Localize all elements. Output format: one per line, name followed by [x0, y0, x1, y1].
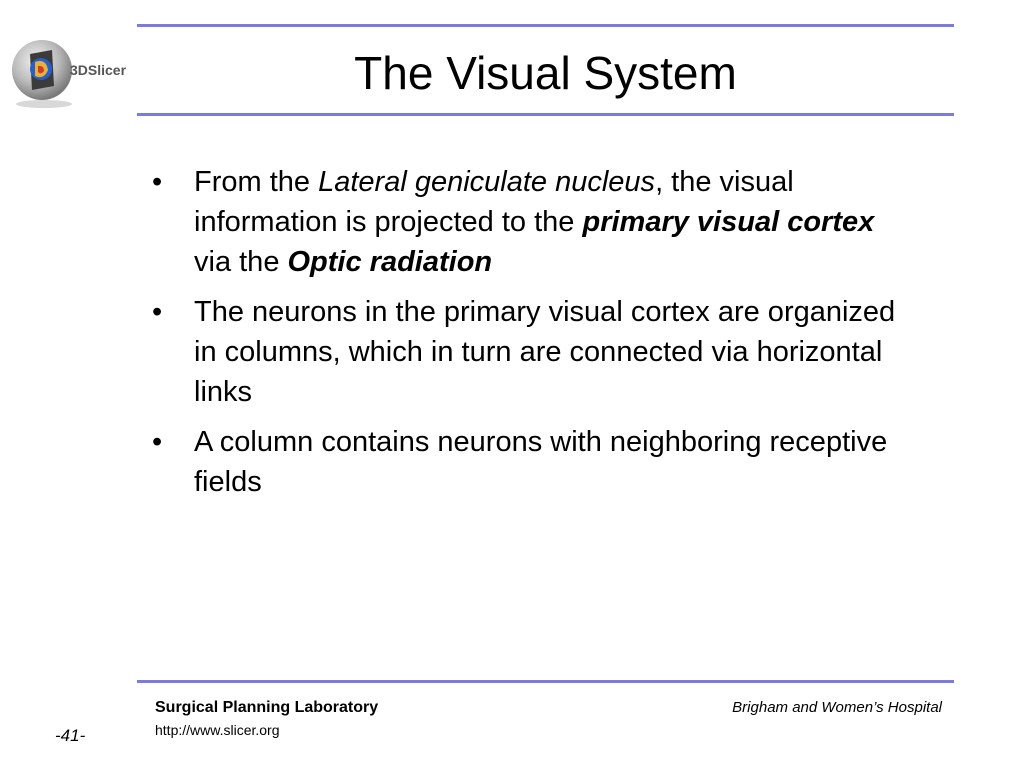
bullet-dot-icon: • [152, 166, 163, 198]
bullet-text-segment: primary visual cortex [582, 206, 875, 238]
svg-text:3DSlicer: 3DSlicer [70, 62, 127, 78]
slicer-logo [2, 36, 142, 110]
bullet-text-segment: From the [194, 166, 319, 198]
bullet-dot-icon: • [152, 296, 163, 328]
bullet-item [152, 292, 912, 412]
footer-lab-name: Surgical Planning Laboratory [155, 699, 379, 716]
slicer-logo-icon [2, 36, 142, 110]
page-number: -41- [55, 726, 86, 745]
bullet-text-segment: The neurons in the primary visual cortex are organized in columns, which in turn are connected via horizontal links [194, 296, 896, 408]
bullet-text-segment: Optic radiation [287, 246, 493, 278]
bullet-text-segment: Lateral geniculate nucleus [318, 166, 656, 198]
bullet-item [152, 162, 912, 282]
title-rule-top [137, 24, 954, 27]
footer-hospital-name: Brigham and Women’s Hospital [732, 699, 942, 716]
bullet-text-segment: A column contains neurons with neighboring receptive fields [194, 426, 888, 498]
footer-url: http://www.slicer.org [155, 722, 280, 738]
slide-title: The Visual System [354, 47, 737, 99]
bullet-text-segment: , the visual information is projected to the [194, 166, 794, 238]
bullet-text-segment: via the [194, 246, 288, 278]
title-rule-bottom [137, 113, 954, 116]
bullet-list [152, 162, 912, 512]
footer-rule [137, 680, 954, 683]
bullet-item [152, 422, 912, 502]
bullet-dot-icon: • [152, 426, 163, 458]
